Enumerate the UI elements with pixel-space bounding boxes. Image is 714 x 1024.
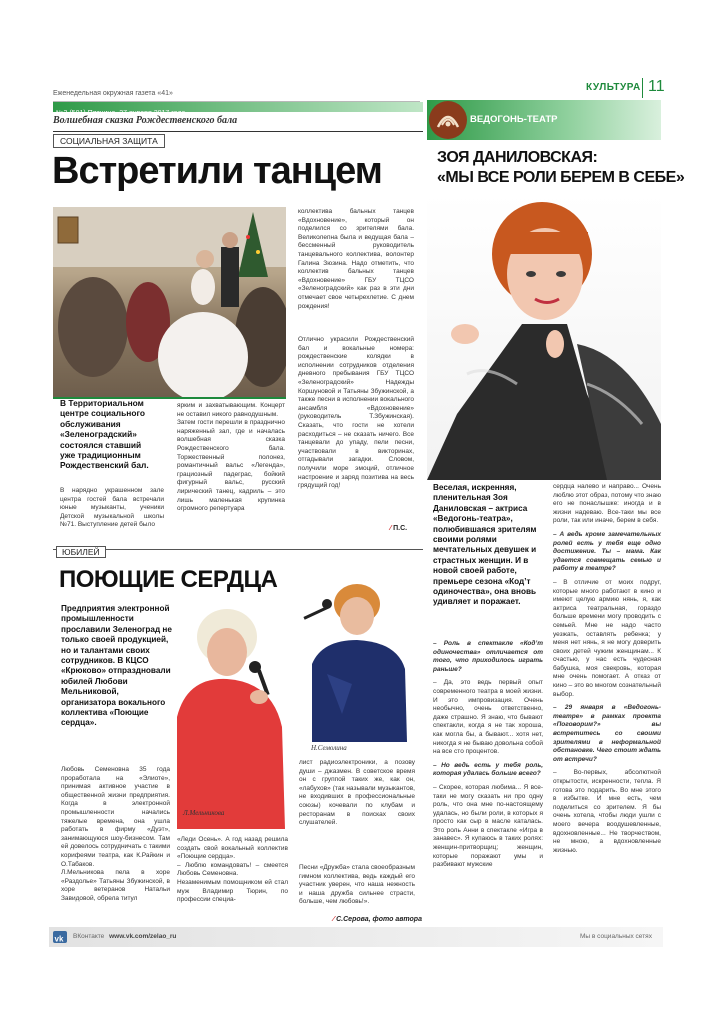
article1-lead: В Территориальном центре социального обслуживания «Зеленоградский» состоялся ставший уже традиционным Рождественский бал. [60,398,149,471]
tag-jubilee: ЮБИЛЕЙ [56,546,106,558]
vk-icon[interactable] [53,931,67,943]
article3-lead: Веселая, искренняя, пленительная Зоя Даниловская – актриса «Ведогонь-театра», полюбившаяся зрителям своими ролями мечтательных девушек и страстных женщин. И в новой своей работе, премьере сезона «Код’т одиночества», она вновь удивляет и поражает. [433,483,537,607]
issue-date: №3 (501) Пятница, 27 января 2017 года [56,110,186,117]
article3-col1 [433,640,543,870]
singer1-art [177,597,289,829]
question-2: – Но ведь есть у тебя роль, которая удалась больше всего? [433,761,543,778]
answer-2-continued: сердца налево и направо... Очень люблю этот образ, потому что знаю его не понаслышке: иногда и в жизни надеваю. Все-таки мы все роли, так или иначе, берем в себя. [553,483,661,525]
kicker-rule [53,131,423,132]
article2-sign: ⁄ С.Серова, фото автора [333,916,422,923]
section-divider [642,78,643,98]
answer-4: – Во-первых, абсолютной открытости, искренности, тепла. Я готова это подарить. Во мне этого в избытке. И мне есть, чем поделиться со зрителем. Я бы очень хотела, чтобы люди ушли с моего вечера воодушевленные, вдохновленные... Не творчеством, не мною, а вдохновленные жизнью. [553,769,661,854]
section-title: КУЛЬТУРА [586,82,641,93]
sign2-marker: ⁄ [333,916,337,923]
ball-photo [53,207,286,397]
article2-col1: Любовь Семеновна 35 года проработала на «Элиоте», принимая активное участие в общественной жизни предприятия. Когда в электронной промышленности начались тяжелые времена, она ушла работать в фирму «Дуэт», занимающуюся шоу-бизнесом. Там ей довелось сотрудничать с такими корифеями театра, как К.Райкин и О.Табаков. Л.Мельникова пела в хоре «Раздолье» Татьяны Збужинской, в хоре ветеранов Натальи Завидовой, обрела титул [61,766,170,902]
caption-melnikova: Л.Мельникова [183,809,225,817]
article2-col2: «Леди Осень». А год назад решила создать свой вокальный коллектив «Поющие сердца». – Люблю командовать! – смеется Любовь Семеновна. Незаменимым помощником ей стал муж Владимир Тюрин, по профессии специа- [177,836,288,904]
singer2-art [297,584,417,742]
sign-marker: ⁄ [390,525,394,532]
footer-vk-label: ВКонтакте [73,933,105,940]
tag-theatre: ВЕДОГОНЬ-ТЕАТР [470,114,558,125]
question-1: – Роль в спектакле «Код’т одиночества» отличается от того, что приходилось играть раньше? [433,640,543,673]
article1-col1: В нарядно украшенном зале центра гостей бала встречали юные музыканты, ученики Детской музыкальной школы №71. Выступление детей было [60,487,164,529]
answer-3: – В отличие от моих подруг, которые много работают в кино и имеют целую армию нянь, я, как актриса театральная, гораздо больше времени могу проводить с семьей. Мне не надо часто уезжать, оставлять ребенка; у меня нет нянь, я не могу доверить своих детей чужим женщинам... К счастью, у нас есть чудесная бабушка, моя свекровь, которая мне очень помогает. А отказ от кино – это во многом сознательный выбор. [553,578,661,698]
article3-col2 [553,483,661,855]
article2-col3b: Песни «Дружба» стала своеобразным гимном коллектива, ведь каждый его участник уверен, что наша нежность и наша дружба сильнее страсти, больше, чем любовь!». [299,864,415,906]
article1-sign: ⁄ П.С. [390,525,408,532]
issue-bar [53,102,423,117]
tag-social: СОЦИАЛЬНАЯ ЗАЩИТА [53,134,165,148]
theatre-logo-art [429,101,467,139]
article1-kicker: Волшебная сказка Рождественского бала [53,115,238,126]
footer-social: Мы в социальных сетях [580,933,652,940]
newspaper-name: Еженедельная окружная газета «41» [53,90,173,97]
article2-title: ПОЮЩИЕ СЕРДЦА [59,566,278,593]
svg-text:vk: vk [54,934,64,944]
article1-title: Встретили танцем [52,150,382,192]
actress-photo [427,194,661,480]
article1-col3a: коллектива бальных танцев «Вдохновение», который он поделился со зрителями бала. Великолепна была и ведущая бала – бессменный руководитель танцевального коллектива, волонтер Галина Зюзина. Надо отметить, что коллектив бальных танцев «Вдохновение» ГБУ ТЦСО «Зеленоградский» как раз в эти дни отмечает свое четырехлетие. С днем рождения! [298,208,414,310]
singer1-photo [177,597,289,829]
article3-title-1: ЗОЯ ДАНИЛОВСКАЯ: [437,149,598,166]
article1-col3b: Отлично украсили Рождественский бал и вокальные номера: рождественские колядки в исполнении сотрудников отделения дневного пребывания ГБУ ТЦСО «Зеленоградский» Надежды Коршуновой и Татьяны Збужинской, а также песни в исполнении вокального ансамбля «Вдохновение» (руководитель Т.Збужинская). Сказать, что гости не хотели расходиться – не сказать ничего. Все танцевали до упаду, пели песни, участвовали в викторинах, отгадывали загадки. Словом, получили море эмоций, отличное настроение и заряд позитива на весь грядущий год! [298,336,414,490]
caption-semolina: Н.Семолина [311,744,347,752]
page-number: 11 [648,78,665,95]
theatre-logo-icon [429,101,467,139]
question-3: – А ведь кроме замечательных ролей есть у тебя еще одно достижение. Ты – мама. Как удается совмещать семью и работу в театре? [553,530,661,573]
article1-col2: ярким и захватывающим. Концерт не оставил никого равнодушным. Затем гости перешли в празднично наряженный зал, где и началась волшебная сказка Рождественского бала. Торжественный полонез, романтичный вальс «Легенда», грациозный падеграс, бойкий фигурный вальс, русский лирический танец, кадриль – это лишь маленькая крупинка огромного репертуара [177,402,285,513]
actress-art [427,194,661,480]
singer2-photo [297,584,417,742]
article3-title-2: «МЫ ВСЕ РОЛИ БЕРЕМ В СЕБЕ» [437,169,685,186]
footer-vk[interactable] [73,933,176,940]
article2-lead: Предприятия электронной промышленности прославили Зеленоград не только своей продукцией, но и талантами своих сотрудников. В КЦСО «Крюково» отпраздновали юбилей Любови Мельниковой, организатора вокального коллектива «Поющие сердца». [61,604,172,728]
ball-photo-art [53,207,286,397]
footer-url[interactable]: www.vk.com/zelao_ru [109,933,177,940]
question-4: – 29 января в «Ведогонь-театре» в рамках проекта «Поговорим?» вы встретитесь со своими зрителями в неформальной обстановке. Чего стоит ждать от встречи? [553,704,661,763]
article2-rule [53,549,423,550]
vk-logo-art [53,932,67,944]
article2-col3a: лист радиоэлектроники, а позову души – джазмен. В советское время он с группой таких же, как он, «лабухов» (так называли музыкантов, не входивших в профессиональные союзы) кочевали по клубам и ресторанам в поисках своих слушателей. [299,759,415,827]
answer-1: – Да, это ведь первый опыт современного театра в моей жизни. И это импровизация. Очень необычно, очень ответственно, даже страшно. Я знаю, что бывают спектакли, когда я не так хороша, как могла бы, а бывают... хотя нет, никогда я не бываю довольна собой на все сто процентов. [433,679,543,756]
answer-2: – Скорее, которая любима... Я все-таки не могу сказать ни про одну роль, что она мне по-настоящему удалась, но были роли, в которых я просто как сыр в масле каталась. Это роль Анни в спектакле «Игра в занавес». Я купаюсь в таких ролях: женщин-притворщиц; женщин, которые поражают умы и разбивают мужские [433,783,543,869]
